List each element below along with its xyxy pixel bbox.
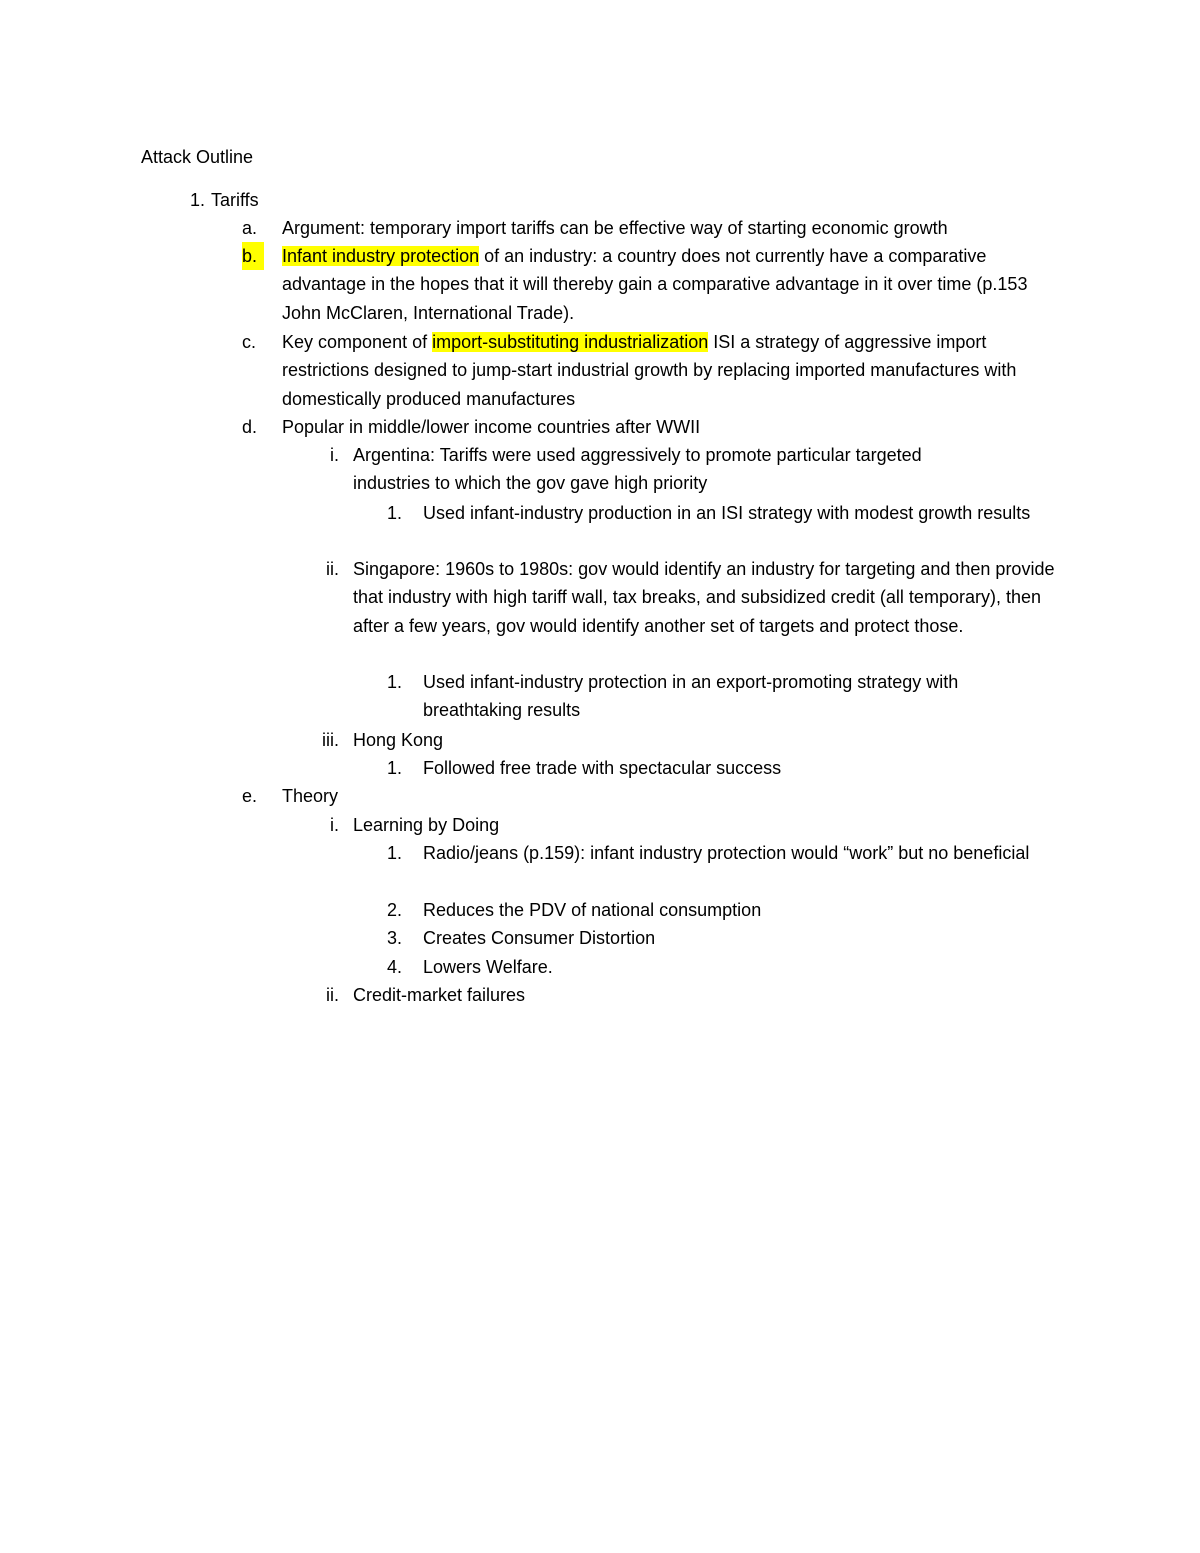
item-text: Argentina: Tariffs were used aggressively to promote particular targeted industries to which the gov gave high priority bbox=[353, 445, 922, 494]
item-text: Creates Consumer Distortion bbox=[423, 928, 656, 948]
outline-item-e-i-3 bbox=[387, 924, 1073, 952]
list-marker: a. bbox=[242, 218, 258, 238]
outline-item-d bbox=[242, 413, 1072, 441]
outline-item-d-ii-1 bbox=[387, 668, 1043, 725]
outline-item-e-i bbox=[330, 811, 1073, 839]
list-marker: 1. bbox=[189, 190, 205, 210]
item-text: Lowers Welfare. bbox=[423, 957, 553, 977]
outline-item-e bbox=[242, 782, 1072, 810]
outline-item-e-i-4 bbox=[387, 953, 1073, 981]
outline-item-c bbox=[242, 328, 1022, 413]
item-text: Followed free trade with spectacular success bbox=[423, 758, 782, 778]
list-marker: ii. bbox=[326, 559, 339, 579]
outline-item-b bbox=[242, 242, 1062, 327]
item-text: Used infant-industry protection in an export-promoting strategy with breathtaking results bbox=[423, 672, 959, 721]
list-marker: d. bbox=[242, 417, 258, 437]
highlighted-term: Infant industry protection bbox=[282, 246, 480, 266]
item-text: ISI a strategy of aggressive import restrictions designed to jump-start industrial growth by replacing imported manufactures with domestically produced manufactures bbox=[282, 332, 1017, 409]
item-text: Used infant-industry production in an ISI strategy with modest growth results bbox=[423, 503, 1031, 523]
list-marker: ii. bbox=[326, 985, 339, 1005]
outline-item-d-ii bbox=[326, 555, 1068, 640]
item-text: Radio/jeans (p.159): infant industry protection would “work” but no beneficial bbox=[423, 843, 1030, 863]
outline-item-e-i-1 bbox=[387, 839, 1033, 867]
list-marker: 3. bbox=[387, 928, 403, 948]
list-marker: 1. bbox=[387, 503, 403, 523]
item-text: Hong Kong bbox=[353, 730, 444, 750]
outline-item-a bbox=[242, 214, 1072, 242]
list-marker: i. bbox=[330, 445, 339, 465]
item-text: Learning by Doing bbox=[353, 815, 500, 835]
outline-item-d-i-1 bbox=[387, 499, 1063, 527]
item-text: Reduces the PDV of national consumption bbox=[423, 900, 762, 920]
list-marker: 4. bbox=[387, 957, 403, 977]
outline-item-e-i-2 bbox=[387, 896, 1073, 924]
item-text: Argument: temporary import tariffs can be effective way of starting economic growth bbox=[282, 218, 948, 238]
outline-item-d-i bbox=[330, 441, 1003, 498]
document-title: Attack Outline bbox=[141, 147, 254, 167]
list-marker: e. bbox=[242, 786, 258, 806]
outline-item-d-iii-1 bbox=[387, 754, 1073, 782]
item-text: Theory bbox=[282, 786, 339, 806]
outline-item-d-iii bbox=[322, 726, 1073, 754]
outline-section-tariffs bbox=[189, 186, 1071, 214]
list-marker: c. bbox=[242, 332, 257, 352]
item-text: Credit-market failures bbox=[353, 985, 526, 1005]
highlighted-term: import-substituting industrialization bbox=[432, 332, 709, 352]
list-marker: 2. bbox=[387, 900, 403, 920]
item-text: Popular in middle/lower income countries after WWII bbox=[282, 417, 701, 437]
item-text-prefix: Key component of bbox=[282, 332, 433, 352]
list-marker: i. bbox=[330, 815, 339, 835]
outline-item-e-ii bbox=[326, 981, 1073, 1009]
list-marker: iii. bbox=[322, 730, 339, 750]
list-marker: 1. bbox=[387, 672, 403, 692]
item-text: of an industry: a country does not currently have a comparative advantage in the hopes that it will thereby gain a comparative advantage in it over time (p.153 John McClaren, International Trade). bbox=[282, 246, 1028, 323]
list-marker: b. bbox=[242, 242, 264, 270]
item-text: Singapore: 1960s to 1980s: gov would identify an industry for targeting and then provide that industry with high tariff wall, tax breaks, and subsidized credit (all temporary), then after a few years, gov would identify another set of targets and protect those. bbox=[353, 559, 1055, 636]
section-label: Tariffs bbox=[211, 190, 259, 210]
list-marker: 1. bbox=[387, 758, 403, 778]
list-marker: 1. bbox=[387, 843, 403, 863]
